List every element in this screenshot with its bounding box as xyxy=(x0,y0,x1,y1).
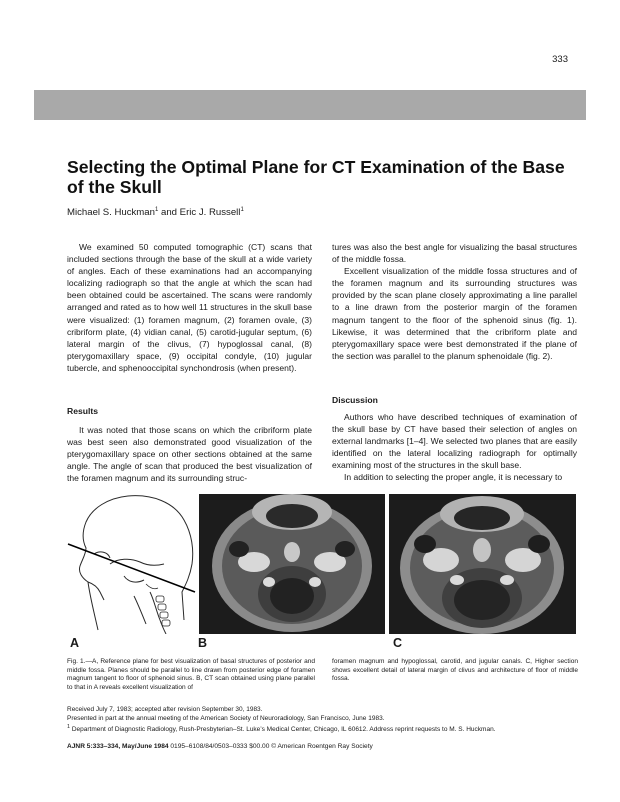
journal-citation: AJNR 5:333–334, May/June 1984 xyxy=(67,743,169,750)
right-column xyxy=(332,241,577,362)
body-paragraph: tures was also the best angle for visualizing the basal structures of the middle fossa. xyxy=(332,242,577,265)
ct-scan-b xyxy=(199,494,385,634)
figure-label-a: A xyxy=(70,636,80,650)
presented-note: Presented in part at the annual meeting of the American Society of Neuroradiology, San Francisco, June 1983. xyxy=(67,715,385,723)
journal-details: 0195–6108/84/0503–0333 $00.00 © American Roentgen Ray Society xyxy=(168,743,373,750)
discussion-heading: Discussion xyxy=(332,395,378,405)
figure-caption-right: foramen magnum and hypoglossal, carotid, and jugular canals. C, Higher section shows excellent detail of lateral margin of clivus and architecture of floor of middle fossa. xyxy=(332,658,578,683)
results-paragraph: It was noted that those scans on which the cribriform plate was best seen also demonstrated good visualization of the pterygomaxillary space on other sections obtained at the same angle. The angle of scan that produced the best visualization of the foramen magnum and its surrounding struc- xyxy=(67,425,312,484)
results-column xyxy=(67,424,312,484)
footnote-mark: 1 xyxy=(67,724,71,731)
affiliation-text: Department of Diagnostic Radiology, Rush-Presbyterian–St. Luke’s Medical Center, Chicago, IL 60612. Address reprint requests to M. S. Huckman. xyxy=(70,726,496,734)
body-paragraph: Authors who have described techniques of examination of the skull base by CT have based their selection of angles on external landmarks [1–4]. We selected two planes that are easily identified on the lateral localizing radiograph for optimally examining most of the structures in the skull base. xyxy=(332,412,577,471)
figure-label-b: B xyxy=(198,636,208,650)
author-name: Eric J. Russell xyxy=(179,207,241,219)
body-paragraph: In addition to selecting the proper angle, it is necessary to xyxy=(344,472,563,483)
footnote-mark: 1 xyxy=(154,207,159,213)
discussion-column xyxy=(332,411,577,484)
figure-caption-left: Fig. 1.—A, Reference plane for best visualization of basal structures of posterior and middle fossa. Planes should be parallel to line drawn from posterior edge of foramen magnum tangent to floor of sphenoid sinus. B, CT scan obtained using plane parallel to that in A reveals excellent visualization of xyxy=(67,658,315,692)
received-note: Received July 7, 1983; accepted after revision September 30, 1983. xyxy=(67,706,263,713)
figure-label-c: C xyxy=(393,636,403,650)
left-column xyxy=(67,241,312,374)
results-heading: Results xyxy=(67,406,99,416)
footnote-mark: 1 xyxy=(240,207,244,213)
article-title: Selecting the Optimal Plane for CT Examination of the Base of the Skull xyxy=(67,157,565,197)
skull-diagram xyxy=(64,492,197,634)
header-band xyxy=(34,90,586,120)
author-line xyxy=(67,207,244,218)
journal-reference xyxy=(67,743,373,750)
author-name: Michael S. Huckman xyxy=(67,207,155,219)
affiliation-note xyxy=(67,723,577,734)
ct-scan-c xyxy=(389,494,576,634)
body-paragraph: Excellent visualization of the middle fossa structures and of the foramen magnum and its surrounding structures was provided by the scan plane closely approximating a line parallel to a line drawn from the posterior margin of the foramen magnum tangent to the floor of the sphenoid sinus (fig. 1). Likewise, it was determined that the cribriform plate and pterygomaxillary space were best demonstrated if the plane of the section was parallel to the planum sphenoidale (fig. 2). xyxy=(332,266,577,361)
footnotes xyxy=(67,705,577,734)
page-number: 333 xyxy=(552,54,568,65)
author-connector: and xyxy=(158,207,180,219)
abstract-paragraph: We examined 50 computed tomographic (CT) scans that included sections through the base of the skull at a wide variety of angles. Each of these examinations had an accompanying localizing radiograph so that the angle at which the scan had been obtained could be ascertained. The scans were randomly arranged and rated as to how well 11 structures in the skull base were visualized: (1) foramen magnum, (2) foramen ovale, (3) cribriform plate, (4) vidian canal, (5) carotid-jugular septum, (6) lateral margin of the clivus, (7) hypoglossal canal, (8) pterygomaxillary space, (9) occipital condyle, (10) jugular tubercle, and sphenooccipital synchondrosis (when present). xyxy=(67,242,312,373)
